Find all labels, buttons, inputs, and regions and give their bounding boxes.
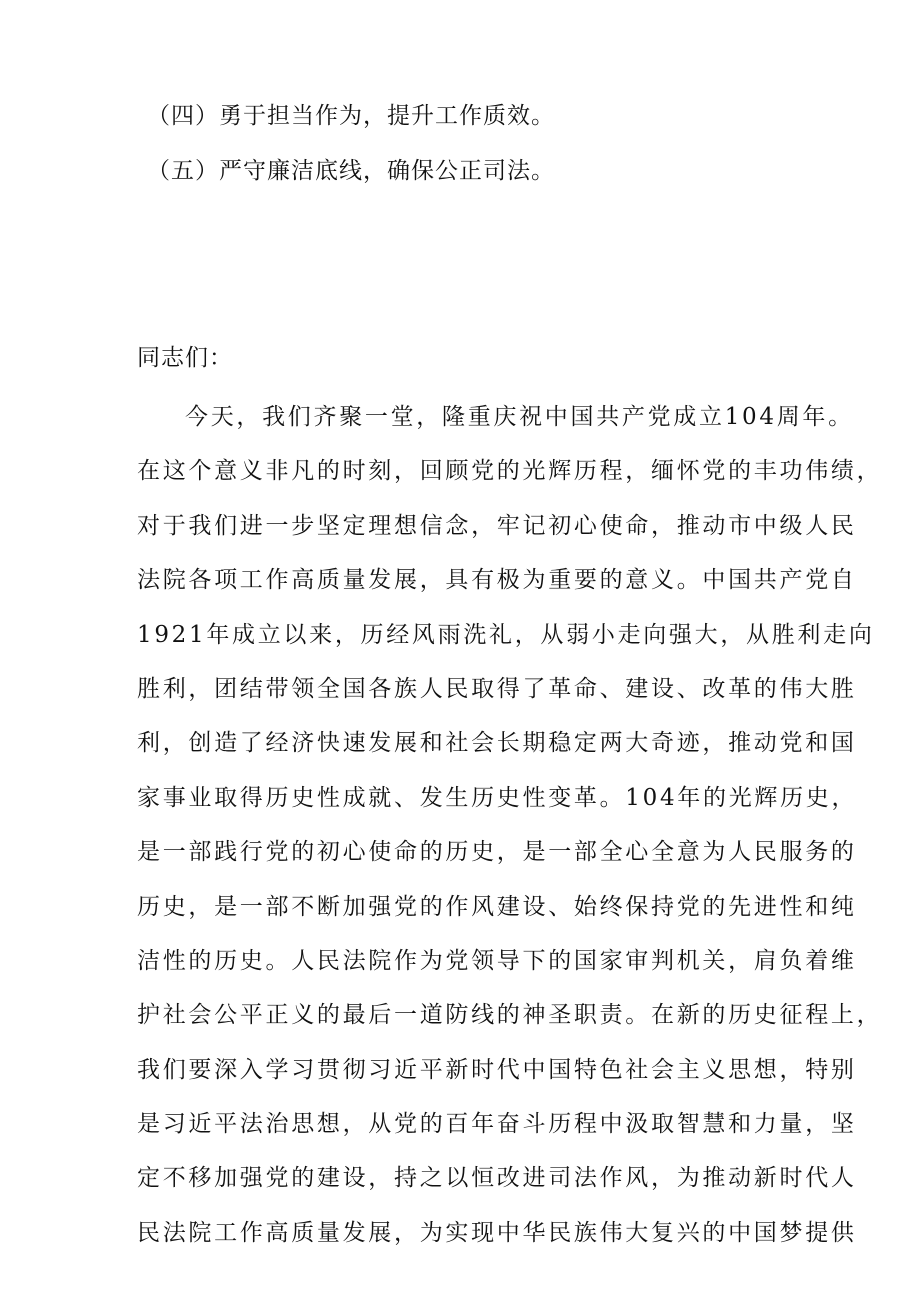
body-line: 家事业取得历史性成就、发生历史性变革。104年的光辉历史， — [137, 784, 858, 811]
body-line: 历史，是一部不断加强党的作风建设、始终保持党的先进性和纯 — [137, 893, 857, 920]
body-line: 是习近平法治思想，从党的百年奋斗历程中汲取智慧和力量，坚 — [137, 1111, 857, 1138]
body-line: 民法院工作高质量发展，为实现中华民族伟大复兴的中国梦提供 — [137, 1219, 857, 1246]
body-line: 胜利，团结带领全国各族人民取得了革命、建设、改革的伟大胜 — [137, 675, 857, 702]
body-line: 利，创造了经济快速发展和社会长期稳定两大奇迹，推动党和国 — [137, 730, 857, 757]
body-line: 法院各项工作高质量发展，具有极为重要的意义。中国共产党自 — [137, 567, 857, 594]
body-line: 在这个意义非凡的时刻，回顾党的光辉历程，缅怀党的丰功伟绩， — [137, 458, 883, 485]
body-line: 1921年成立以来，历经风雨洗礼，从弱小走向强大，从胜利走向 — [137, 621, 875, 648]
body-line: 今天，我们齐聚一堂，隆重庆祝中国共产党成立104周年。 — [185, 404, 854, 430]
salutation: 同志们： — [137, 345, 233, 371]
body-line: 是一部践行党的初心使命的历史，是一部全心全意为人民服务的 — [137, 839, 857, 866]
body-line: 对于我们进一步坚定理想信念，牢记初心使命，推动市中级人民 — [137, 512, 857, 539]
body-line: 我们要深入学习贯彻习近平新时代中国特色社会主义思想，特别 — [137, 1056, 857, 1083]
outline-item-5: （五）严守廉洁底线，确保公正司法。 — [147, 158, 555, 184]
body-line: 定不移加强党的建设，持之以恒改进司法作风，为推动新时代人 — [137, 1165, 857, 1192]
outline-item-4: （四）勇于担当作为，提升工作质效。 — [147, 103, 555, 129]
body-line: 洁性的历史。人民法院作为党领导下的国家审判机关，肩负着维 — [137, 947, 857, 974]
body-line: 护社会公平正义的最后一道防线的神圣职责。在新的历史征程上， — [137, 1002, 883, 1029]
speech-body — [137, 390, 883, 1260]
